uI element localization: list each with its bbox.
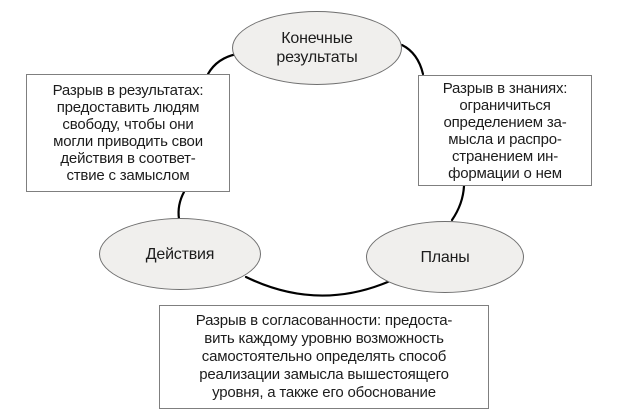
node-actions-label: Действия	[145, 245, 215, 263]
gap-box-results	[26, 74, 230, 192]
gap-knowledge-line: мысла и распро-	[448, 130, 562, 148]
gap-results-line: Разрыв в результатах:	[52, 82, 204, 99]
gap-results-line: действия в соответ-	[60, 150, 196, 167]
node-final-results-label-line2: результаты	[276, 49, 358, 66]
node-plans-label: Планы	[420, 248, 470, 266]
gap-alignment-line: самостоятельно определять способ	[201, 348, 447, 365]
gap-knowledge-line: определением за-	[443, 113, 567, 131]
gap-results-line: свободу, чтобы они	[62, 116, 194, 133]
node-final-results-label-line1: Конечные	[281, 30, 353, 47]
gap-alignment-line: уровня, а также его обоснование	[212, 384, 436, 401]
arc-final-results-to-knowledge-gap	[402, 45, 423, 74]
node-final-results	[232, 11, 402, 85]
gap-alignment-line: реализации замысла вышестоящего	[199, 366, 449, 383]
arc-knowledge-gap-to-plans	[452, 186, 464, 220]
gap-knowledge-line: Разрыв в знаниях:	[442, 79, 568, 97]
arc-actions-to-plans	[246, 277, 390, 296]
gap-knowledge-line: ограничиться	[459, 96, 551, 114]
gap-knowledge-line: формации о нем	[448, 164, 562, 182]
node-plans	[366, 221, 524, 293]
arc-results-gap-to-actions	[179, 192, 184, 219]
gap-alignment-line: вить каждому уровню возможность	[204, 330, 444, 347]
node-actions	[99, 218, 261, 290]
gap-box-alignment	[159, 305, 489, 409]
gap-knowledge-line: странением ин-	[451, 147, 559, 165]
gap-alignment-line: Разрыв в согласованности: предоста-	[195, 312, 453, 329]
gap-results-line: предоставить людям	[56, 99, 200, 116]
gap-results-line: ствие с замыслом	[66, 167, 190, 184]
arc-final-results-to-results-gap	[208, 54, 237, 74]
gap-results-line: могли приводить свои	[53, 133, 203, 150]
gap-box-knowledge	[418, 75, 592, 186]
